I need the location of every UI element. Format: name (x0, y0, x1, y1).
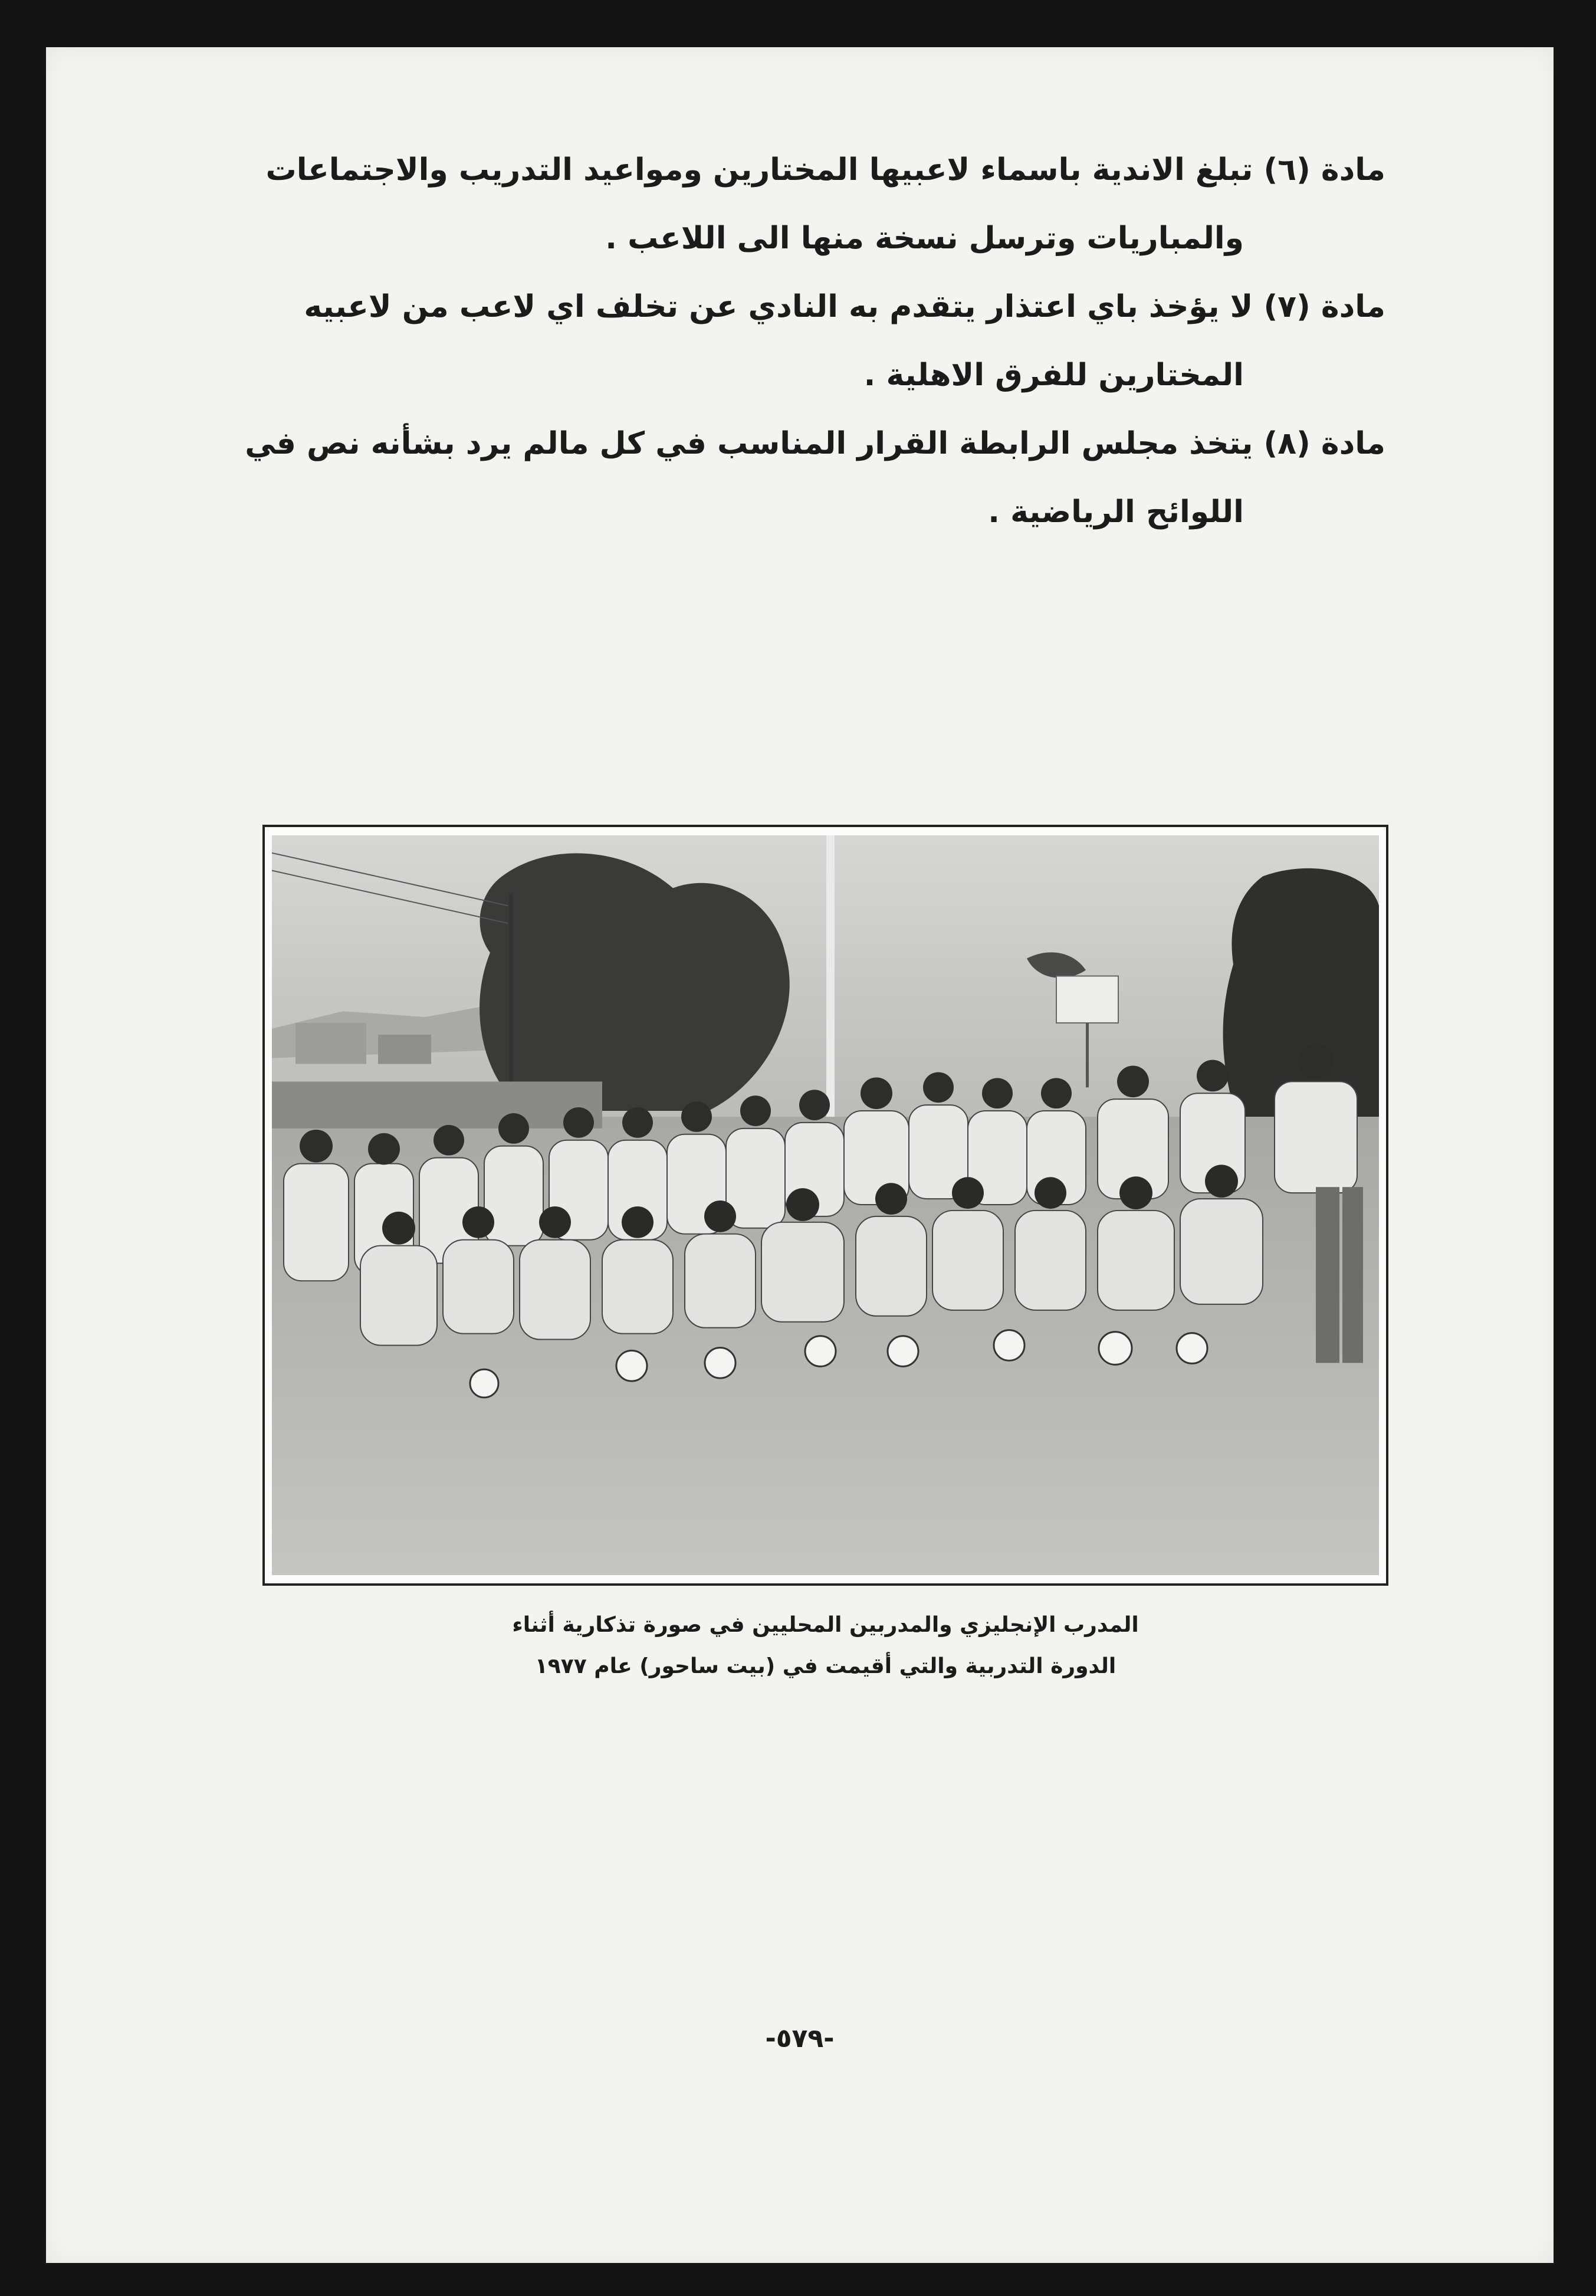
article-7-line-2: المختارين للفرق الاهلية . (863, 357, 1244, 393)
article-8-line-2: اللوائح الرياضية . (988, 494, 1244, 530)
photo-caption (262, 1605, 1388, 1687)
caption-line-1: المدرب الإنجليزي والمدربين المحليين في صورة تذكارية أثناء (512, 1613, 1139, 1637)
article-8-line-1: مادة (٨) يتخذ مجلس الرابطة القرار المناسب في كل مالم يرد بشأنه نص في (245, 426, 1385, 461)
page-number: -٥٧٩- (765, 2023, 835, 2054)
article-7-line-1: مادة (٧) لا يؤخذ باي اعتذار يتقدم به النادي عن تخلف اي لاعب من لاعبيه (304, 289, 1385, 324)
article-8 (247, 409, 1385, 546)
article-6 (247, 136, 1385, 273)
article-6-line-2: والمباريات وترسل نسخة منها الى اللاعب . (605, 221, 1244, 256)
team-photo-frame (262, 825, 1388, 1586)
document-page (46, 47, 1554, 2263)
team-photo (272, 835, 1379, 1575)
caption-line-2: الدورة التدربية والتي أقيمت في (بيت ساحور) عام ١٩٧٧ (534, 1654, 1116, 1678)
article-7 (247, 273, 1385, 409)
article-6-line-1: مادة (٦) تبلغ الاندية باسماء لاعبيها المختارين ومواعيد التدريب والاجتماعات (265, 152, 1385, 188)
